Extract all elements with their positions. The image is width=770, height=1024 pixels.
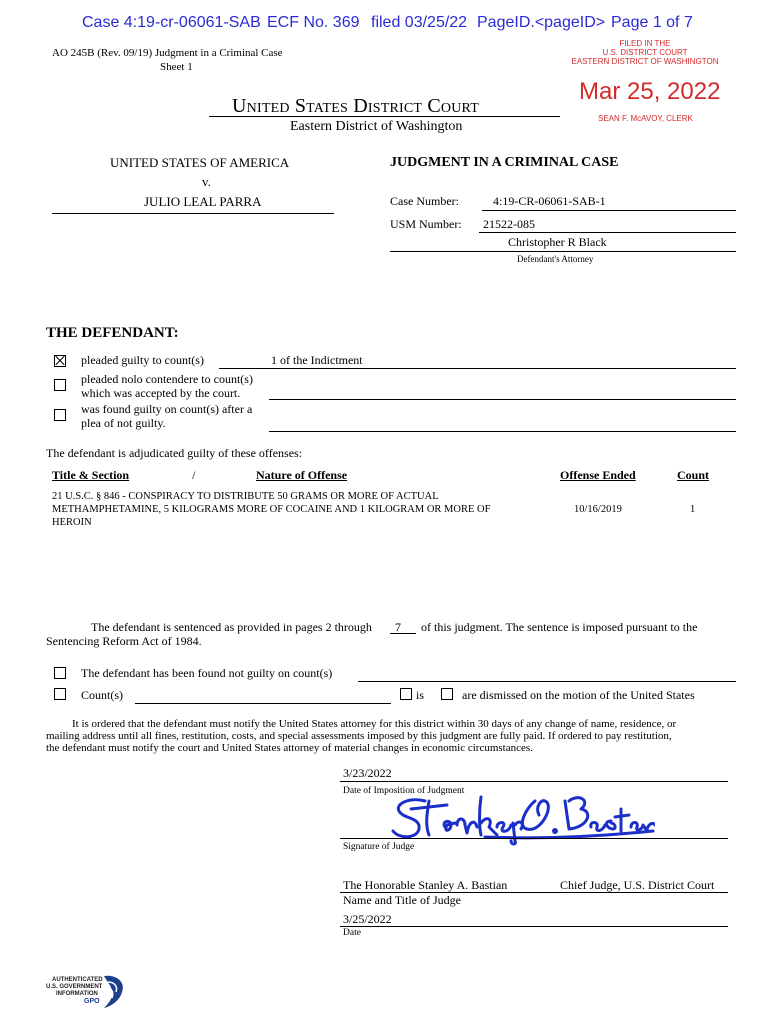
col-title-section: Title & Section: [52, 468, 130, 482]
imposition-label: Date of Imposition of Judgment: [343, 786, 465, 796]
caption-rule: [52, 213, 334, 214]
stamp-line-3: EASTERN DISTRICT OF WASHINGTON: [571, 57, 719, 66]
sentence-pages-rule: [390, 633, 416, 634]
eagle-icon: [98, 972, 128, 1012]
case-number-value: 4:19-CR-06061-SAB-1: [493, 194, 606, 208]
sentence-text-a: The defendant is sentenced as provided in pages 2 through: [91, 620, 372, 634]
signature-label: Signature of Judge: [343, 842, 415, 852]
gpo-line-2: U.S. GOVERNMENT: [46, 984, 103, 990]
plea-guilty-value: 1 of the Indictment: [271, 353, 363, 367]
plea-nolo-checkbox[interactable]: [54, 379, 66, 391]
stamp-line-2: U.S. DISTRICT COURT: [602, 48, 688, 57]
court-district: Eastern District of Washington: [290, 119, 463, 134]
offense-line-3: HEROIN: [52, 517, 92, 528]
plea-guilty-rule: [219, 368, 736, 369]
judge-title: Chief Judge, U.S. District Court: [560, 878, 715, 892]
counts-rule: [135, 703, 391, 704]
found-guilty-checkbox[interactable]: [54, 409, 66, 421]
court-title-rule: [209, 116, 560, 117]
plea-nolo-rule: [269, 399, 736, 400]
stamp-date: Mar 25, 2022: [579, 78, 721, 105]
date-label: Date: [343, 928, 361, 938]
counts-dismissed-checkbox[interactable]: [54, 688, 66, 700]
attorney-name: Christopher R Black: [508, 235, 607, 249]
counts-is-checkbox[interactable]: [400, 688, 412, 700]
judge-name: The Honorable Stanley A. Bastian: [343, 878, 508, 892]
col-offense-ended: Offense Ended: [560, 468, 636, 482]
order-line-1: It is ordered that the defendant must notify the United States attorney for this district within 30 days of any change of name, residence, or: [72, 718, 677, 730]
imposition-date: 3/23/2022: [343, 766, 392, 780]
col-slash: /: [192, 468, 196, 482]
found-guilty-line-1: was found guilty on count(s) after a: [81, 402, 253, 416]
header-filed-date: filed 03/25/22: [371, 14, 468, 31]
attorney-rule: [390, 251, 736, 252]
usm-rule: [479, 232, 736, 233]
signed-date: 3/25/2022: [343, 912, 392, 926]
not-guilty-label: The defendant has been found not guilty on count(s): [81, 666, 333, 680]
attorney-label: Defendant's Attorney: [517, 254, 594, 264]
form-sheet: Sheet 1: [160, 61, 193, 73]
col-count: Count: [677, 468, 710, 482]
order-line-2: mailing address until all fines, restitution, costs, and special assessments imposed by this judgment are fully paid. If ordered to pay restitution,: [46, 730, 672, 742]
offense-count-value: 1: [690, 504, 696, 515]
not-guilty-rule: [358, 681, 736, 682]
counts-is-label: is: [416, 688, 425, 702]
offense-ended-value: 10/16/2019: [574, 504, 622, 515]
stamp-clerk: SEAN F. McAVOY, CLERK: [598, 114, 693, 123]
plea-nolo-line-2: which was accepted by the court.: [81, 386, 241, 400]
gpo-mark: GPO: [84, 998, 100, 1005]
stamp-line-1: FILED IN THE: [619, 39, 671, 48]
court-title: United States District Court: [232, 95, 479, 117]
found-guilty-rule: [269, 431, 736, 432]
case-number-label: Case Number:: [390, 194, 459, 208]
found-guilty-line-2: plea of not guilty.: [81, 416, 166, 430]
plea-nolo-line-1: pleaded nolo contendere to count(s): [81, 372, 253, 386]
plea-guilty-label: pleaded guilty to count(s): [81, 353, 204, 367]
sentence-pages: 7: [395, 620, 401, 634]
header-ecf-number: ECF No. 369: [267, 14, 360, 31]
plea-guilty-checkbox[interactable]: [54, 355, 66, 367]
offense-line-1: 21 U.S.C. § 846 - CONSPIRACY TO DISTRIBUTE 50 GRAMS OR MORE OF ACTUAL: [52, 491, 439, 502]
header-page-count: Page 1 of 7: [611, 14, 693, 31]
imposition-rule: [340, 781, 728, 782]
header-case-number: Case 4:19-cr-06061-SAB: [82, 14, 261, 31]
sentence-text-c: Sentencing Reform Act of 1984.: [46, 634, 202, 648]
plaintiff-name: UNITED STATES OF AMERICA: [110, 155, 290, 170]
counts-are-checkbox[interactable]: [441, 688, 453, 700]
sentence-text-b: of this judgment. The sentence is imposed pursuant to the: [421, 620, 698, 634]
counts-are-label: are dismissed on the motion of the United States: [462, 688, 695, 702]
gpo-line-1: AUTHENTICATED: [52, 977, 103, 983]
header-pageid: PageID.<pageID>: [477, 14, 606, 31]
usm-label: USM Number:: [390, 217, 462, 231]
versus-label: v.: [202, 174, 211, 189]
form-code: AO 245B (Rev. 09/19) Judgment in a Criminal Case: [52, 47, 283, 59]
offense-line-2: METHAMPHETAMINE, 5 KILOGRAMS MORE OF COCAINE AND 1 KILOGRAM OR MORE OF: [52, 504, 491, 515]
judgment-title: JUDGMENT IN A CRIMINAL CASE: [390, 155, 619, 170]
not-guilty-checkbox[interactable]: [54, 667, 66, 679]
gpo-line-3: INFORMATION: [56, 991, 98, 997]
adjudicated-text: The defendant is adjudicated guilty of these offenses:: [46, 446, 303, 460]
case-number-rule: [482, 210, 736, 211]
name-title-label: Name and Title of Judge: [343, 893, 461, 907]
col-nature: Nature of Offense: [256, 468, 348, 482]
date-rule: [340, 926, 728, 927]
defendant-name: JULIO LEAL PARRA: [144, 194, 262, 209]
defendant-heading: THE DEFENDANT:: [46, 325, 179, 341]
counts-label: Count(s): [81, 688, 123, 702]
order-line-3: the defendant must notify the court and United States attorney of material changes in economic circumstances.: [46, 742, 533, 754]
signature-rule: [340, 838, 728, 839]
usm-value: 21522-085: [483, 217, 535, 231]
